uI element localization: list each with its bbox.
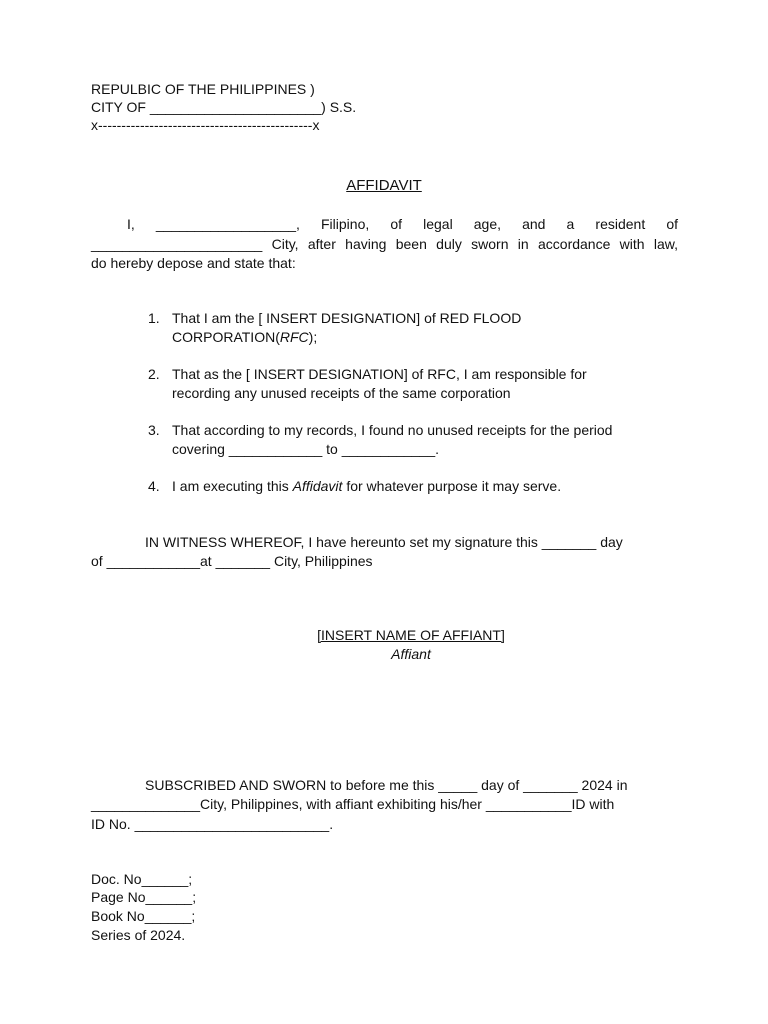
item-2-line-2: recording any unused receipts of the same corporation [172, 385, 511, 401]
jurat-line-1 [145, 776, 627, 794]
intro-line-1 [91, 215, 678, 233]
witness-line-2: of ____________at _______ City, Philippines [91, 553, 373, 569]
affiant-role-text: Affiant [391, 646, 431, 662]
notarial-page-no: Page No______; [91, 889, 197, 905]
item-4-text-c: for whatever purpose it may serve. [342, 478, 562, 494]
notarial-series: Series of 2024. [91, 927, 186, 943]
item-4-text-a: I am executing this [172, 478, 293, 494]
jurat-line-2: ______________City, Philippines, with affiant exhibiting his/her ___________ID with [91, 796, 615, 812]
header-separator: x----------------------------------------------x [91, 117, 320, 133]
item-2-line-1: That as the [ INSERT DESIGNATION] of RFC, I am responsible for [172, 366, 587, 382]
list-item-number: 1. [148, 310, 160, 326]
item-1-company-suffix: CORPORATION [172, 329, 276, 345]
list-item-text [172, 365, 688, 403]
intro-line-2: ______________________ City, after having been duly sworn in accordance with law, [91, 236, 678, 252]
item-1-text-a: That I am the [ INSERT DESIGNATION] of [172, 310, 440, 326]
affiant-role [0, 646, 768, 662]
notarial-doc-no: Doc. No______; [91, 871, 193, 887]
item-1-paren-open: ( [275, 329, 280, 345]
list-item-text [172, 477, 688, 496]
item-1-company: RED FLOOD [439, 310, 522, 326]
witness-line-1 [145, 533, 623, 551]
item-4-affidavit-word: Affidavit [292, 478, 343, 494]
header-city: CITY OF ______________________) S.S. [91, 99, 357, 115]
list-item-number: 3. [148, 422, 160, 438]
intro-line-3: do hereby depose and state that: [91, 255, 296, 271]
item-3-line-1: That according to my records, I found no unused receipts for the period [172, 422, 613, 438]
affiant-name [0, 627, 768, 643]
list-item-number: 2. [148, 366, 160, 382]
jurat-rest: to before me this _____ day of _______ 2024 in [326, 777, 628, 793]
jurat-line-3: ID No. _________________________. [91, 816, 334, 832]
item-1-abbrev: RFC [279, 329, 309, 345]
witness-rest: I have hereunto set my signature this _______ day [304, 534, 623, 550]
affiant-name-text: [INSERT NAME OF AFFIANT] [317, 627, 505, 643]
item-1-paren-close: ); [308, 329, 318, 345]
document-title: AFFIDAVIT [346, 177, 422, 194]
item-3-line-2: covering ____________ to ____________. [172, 441, 440, 457]
header-republic: REPULBIC OF THE PHILIPPINES ) [91, 81, 315, 97]
witness-lead: IN WITNESS WHEREOF, [145, 534, 305, 550]
notarial-book-no: Book No______; [91, 908, 196, 924]
list-item-text [172, 421, 688, 459]
list-item-text [172, 309, 688, 347]
intro-line-1-rest: , Filipino, of legal age, and a resident of [296, 216, 678, 232]
jurat-lead: SUBSCRIBED AND SWORN [145, 777, 327, 793]
list-item-number: 4. [148, 478, 160, 494]
intro-pronoun: I, [127, 216, 135, 232]
intro-name-blank: __________________ [155, 216, 297, 232]
